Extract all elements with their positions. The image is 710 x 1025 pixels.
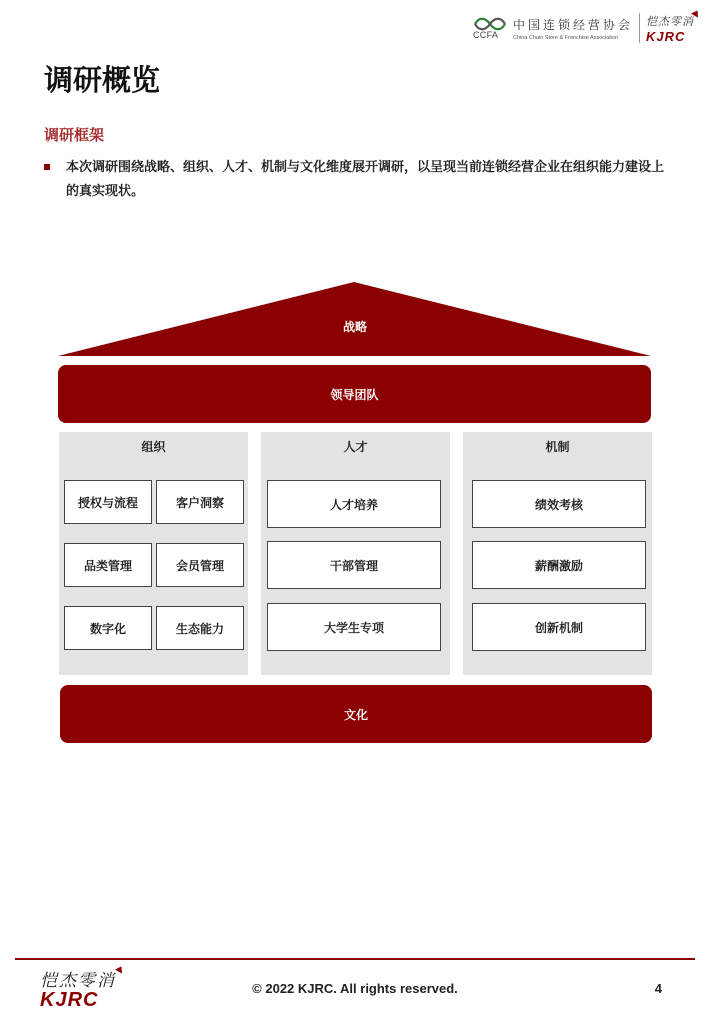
column-organization bbox=[59, 432, 248, 675]
ccfa-abbr: CCFA bbox=[472, 30, 499, 40]
column-talent bbox=[261, 432, 450, 675]
kjrc-logo bbox=[646, 13, 694, 44]
culture-label: 文化 bbox=[343, 707, 368, 722]
org-item-ecosystem: 生态能力 bbox=[156, 606, 244, 650]
footer-logo-en: KJRC bbox=[40, 989, 99, 1011]
org-item-category-management: 品类管理 bbox=[64, 543, 152, 587]
strategy-label: 战略 bbox=[342, 320, 367, 334]
bullet-paragraph bbox=[44, 156, 674, 204]
column-title-organization: 组织 bbox=[141, 440, 166, 454]
bullet-square-icon bbox=[44, 164, 50, 170]
bullet-text: 本次调研围绕战略、组织、人才、机制与文化维度展开调研，以呈现当前连锁经营企业在组织能力建设上的真实现状。 bbox=[66, 160, 665, 199]
kjrc-name-cn: 恺杰零消 bbox=[646, 14, 694, 28]
talent-item-graduate-program: 大学生专项 bbox=[267, 603, 441, 651]
header-divider bbox=[639, 13, 640, 43]
ccfa-name-cn: 中国连锁经营协会 bbox=[512, 17, 633, 32]
org-item-digitalization: 数字化 bbox=[64, 606, 152, 650]
mech-item-innovation: 创新机制 bbox=[472, 603, 646, 651]
column-title-mechanism: 机制 bbox=[545, 440, 570, 454]
org-item-authorization: 授权与流程 bbox=[64, 480, 152, 524]
ccfa-name-en: China Chain Store & Franchise Association bbox=[512, 34, 619, 41]
header-logos bbox=[473, 8, 694, 48]
leadership-bar bbox=[58, 365, 651, 423]
mech-item-performance: 绩效考核 bbox=[472, 480, 646, 528]
copyright-text: © 2022 KJRC. All rights reserved. bbox=[252, 981, 458, 996]
column-mechanism bbox=[463, 432, 652, 675]
footer-logo-tick-icon bbox=[115, 964, 125, 973]
org-item-customer-insight: 客户洞察 bbox=[156, 480, 244, 524]
mech-item-compensation: 薪酬激励 bbox=[472, 541, 646, 589]
talent-item-development: 人才培养 bbox=[267, 480, 441, 528]
page-number: 4 bbox=[654, 981, 662, 996]
org-item-member-management: 会员管理 bbox=[156, 543, 244, 587]
footer-divider bbox=[15, 958, 695, 960]
ccfa-logo bbox=[473, 16, 633, 41]
kjrc-name-en: KJRC bbox=[646, 28, 686, 44]
section-title: 调研框架 bbox=[44, 126, 105, 144]
footer-logo-cn: 恺杰零消 bbox=[40, 971, 116, 991]
page-title: 调研概览 bbox=[44, 63, 161, 97]
leadership-label: 领导团队 bbox=[330, 387, 379, 402]
column-title-talent: 人才 bbox=[343, 440, 368, 454]
talent-item-cadre-management: 干部管理 bbox=[267, 541, 441, 589]
culture-bar bbox=[60, 685, 652, 743]
